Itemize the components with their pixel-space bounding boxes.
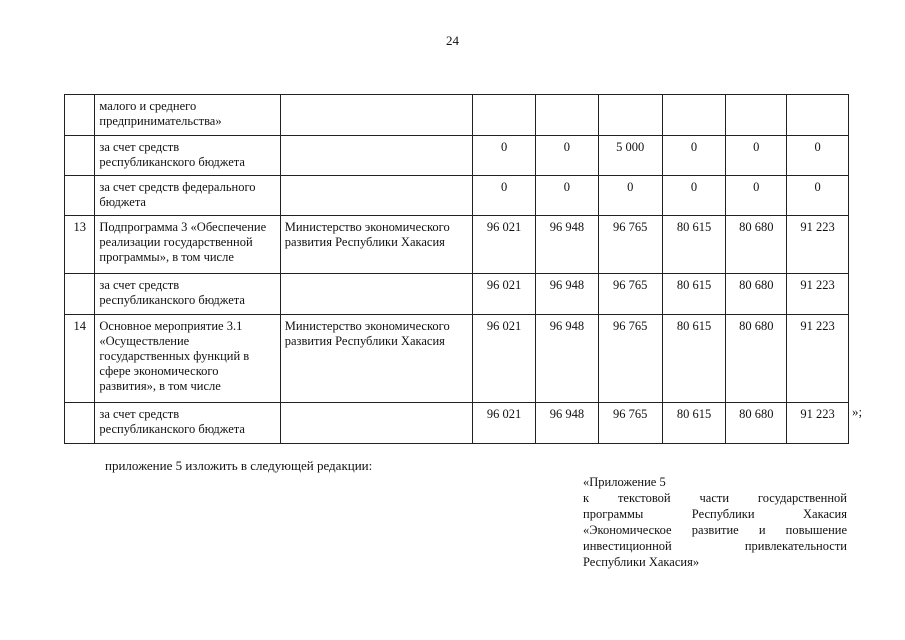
row-number-cell — [65, 403, 95, 444]
value-cell: 80 680 — [726, 274, 787, 315]
value-cell: 80 615 — [662, 216, 726, 274]
value-cell: 80 680 — [726, 216, 787, 274]
appendix-line: программы Республики Хакасия — [583, 507, 847, 521]
value-cell: 0 — [726, 136, 787, 176]
value-cell: 5 000 — [598, 136, 662, 176]
value-cell — [662, 95, 726, 136]
page-number: 24 — [446, 33, 459, 48]
item-name-cell: за счет средств федерального бюджета — [95, 176, 280, 216]
value-cell: 96 765 — [598, 315, 662, 403]
value-cell: 91 223 — [787, 315, 849, 403]
value-cell: 91 223 — [787, 274, 849, 315]
value-cell — [473, 95, 536, 136]
executor-cell: Министерство экономического развития Республики Хакасия — [280, 216, 472, 274]
appendix-line: Республики Хакасия» — [583, 555, 700, 569]
item-name-cell: малого и среднего предпринимательства» — [95, 95, 280, 136]
appendix-line: инвестиционной привлекательности — [583, 539, 847, 553]
value-cell: 0 — [726, 176, 787, 216]
value-cell: 0 — [787, 136, 849, 176]
value-cell: 0 — [787, 176, 849, 216]
item-name-cell: за счет средств республиканского бюджета — [95, 136, 280, 176]
value-cell: 96 765 — [598, 403, 662, 444]
value-cell — [726, 95, 787, 136]
item-name-cell: за счет средств республиканского бюджета — [95, 274, 280, 315]
appendix-line: «Приложение 5 — [583, 475, 666, 489]
value-cell — [535, 95, 598, 136]
instruction-text: приложение 5 изложить в следующей редакции: — [105, 458, 373, 473]
value-cell — [787, 95, 849, 136]
value-cell: 96 948 — [535, 216, 598, 274]
value-cell: 0 — [473, 176, 536, 216]
table-row — [65, 136, 849, 176]
value-cell: 96 021 — [473, 274, 536, 315]
table-row — [65, 216, 849, 274]
value-cell: 80 680 — [726, 403, 787, 444]
value-cell: 96 948 — [535, 274, 598, 315]
value-cell: 80 680 — [726, 315, 787, 403]
appendix-line: «Экономическое развитие и повышение — [583, 523, 847, 537]
value-cell: 96 765 — [598, 216, 662, 274]
table-row — [65, 95, 849, 136]
row-number-cell — [65, 274, 95, 315]
table-row — [65, 176, 849, 216]
value-cell: 80 615 — [662, 403, 726, 444]
table-row — [65, 274, 849, 315]
value-cell: 96 021 — [473, 315, 536, 403]
value-cell: 96 765 — [598, 274, 662, 315]
item-name-cell: Подпрограмма 3 «Обеспечение реализации государственной программы», в том числе — [95, 216, 280, 274]
value-cell: 96 021 — [473, 403, 536, 444]
value-cell: 0 — [662, 136, 726, 176]
value-cell: 80 615 — [662, 315, 726, 403]
item-name-cell: Основное мероприятие 3.1 «Осуществление государственных функций в сфере экономического развития», в том числе — [95, 315, 280, 403]
row-number-cell — [65, 95, 95, 136]
executor-cell — [280, 274, 472, 315]
appendix-heading — [583, 474, 847, 570]
value-cell — [598, 95, 662, 136]
value-cell: 96 021 — [473, 216, 536, 274]
item-name-cell: за счет средств республиканского бюджета — [95, 403, 280, 444]
table-row — [65, 403, 849, 444]
closing-quote-mark: »; — [852, 404, 863, 419]
value-cell: 0 — [535, 136, 598, 176]
value-cell: 96 948 — [535, 403, 598, 444]
executor-cell: Министерство экономического развития Республики Хакасия — [280, 315, 472, 403]
budget-table — [64, 94, 849, 444]
row-number-cell — [65, 176, 95, 216]
row-number-cell — [65, 136, 95, 176]
value-cell: 96 948 — [535, 315, 598, 403]
value-cell: 0 — [662, 176, 726, 216]
executor-cell — [280, 95, 472, 136]
executor-cell — [280, 176, 472, 216]
value-cell: 91 223 — [787, 216, 849, 274]
value-cell: 91 223 — [787, 403, 849, 444]
value-cell: 80 615 — [662, 274, 726, 315]
executor-cell — [280, 403, 472, 444]
executor-cell — [280, 136, 472, 176]
table-row — [65, 315, 849, 403]
row-number-cell: 13 — [65, 216, 95, 274]
row-number-cell: 14 — [65, 315, 95, 403]
value-cell: 0 — [473, 136, 536, 176]
appendix-line: к текстовой части государственной — [583, 491, 847, 505]
value-cell: 0 — [535, 176, 598, 216]
value-cell: 0 — [598, 176, 662, 216]
